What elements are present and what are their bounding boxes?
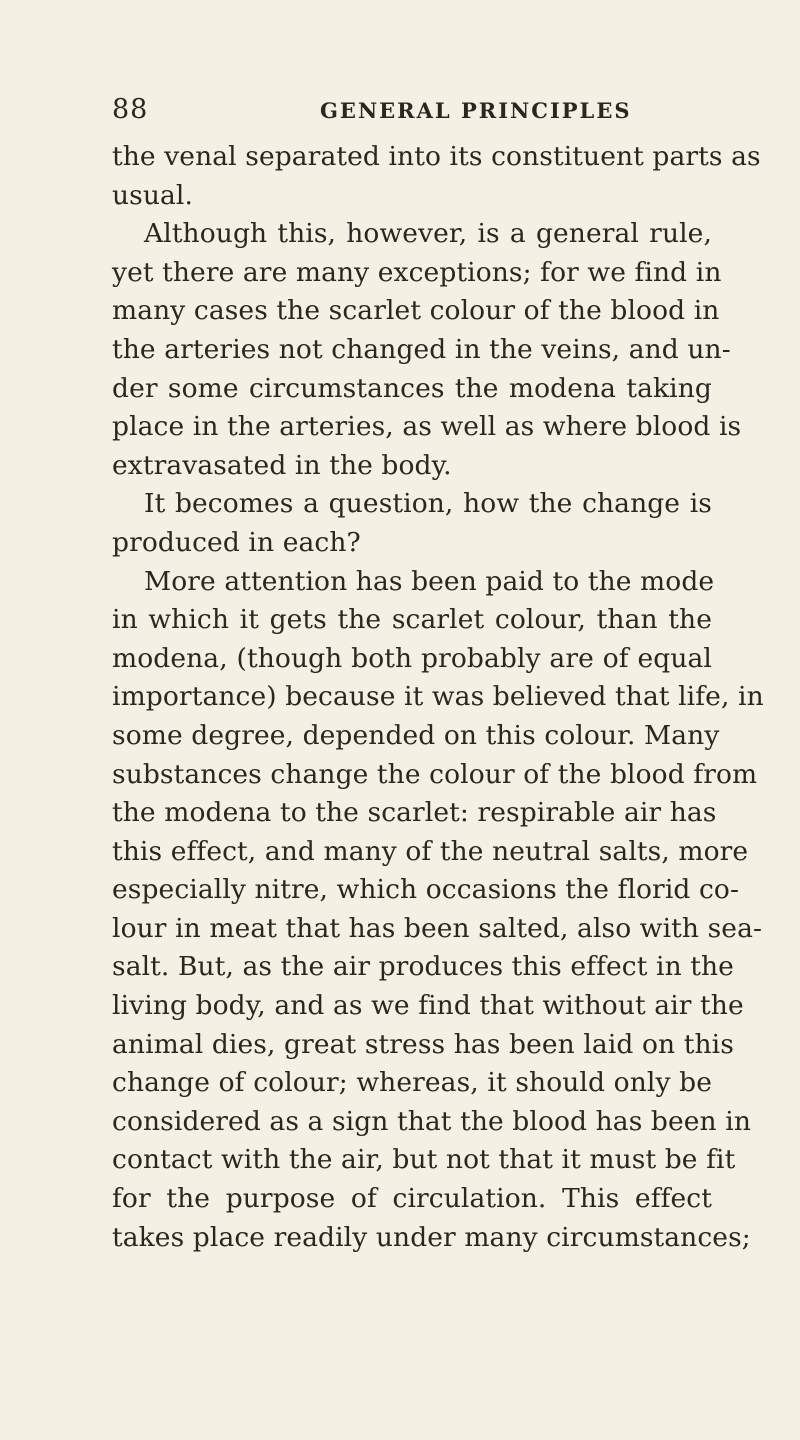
text-line: the venal separated into its constituent parts as [112, 141, 761, 172]
text-line: animal dies, great stress has been laid on this [112, 1028, 734, 1060]
text-line: takes place readily under many circumstances; [112, 1221, 751, 1253]
text-line: the modena to the scarlet: respirable air has [112, 797, 717, 829]
text-line: extravasated in the body. [112, 449, 452, 481]
running-head: GENERAL PRINCIPLES [320, 98, 632, 123]
text-line: importance) because it was believed that life, in [112, 681, 764, 713]
text-line: many cases the scarlet colour of the blood in [112, 295, 720, 327]
text-line: modena, (though both probably are of equal [112, 642, 712, 674]
text-line: salt. But, as the air produces this effect in the [112, 951, 734, 983]
text-line: considered as a sign that the blood has been in [112, 1105, 751, 1137]
page-header [112, 94, 712, 134]
text-line: contact with the air, but not that it must be fit [112, 1144, 736, 1176]
text-line: usual. [112, 179, 194, 211]
text-line: It becomes a question, how the change is [144, 488, 712, 520]
body-text [112, 138, 764, 1257]
text-line: More attention has been paid to the mode [144, 565, 715, 597]
text-line: especially nitre, which occasions the florid co- [112, 874, 740, 906]
text-line: place in the arteries, as well as where blood is [112, 411, 742, 443]
text-line: for the purpose of circulation. This effect [112, 1183, 712, 1215]
text-line: lour in meat that has been salted, also with sea- [112, 912, 763, 944]
text-line: some degree, depended on this colour. Many [112, 719, 720, 751]
text-line: this effect, and many of the neutral salts, more [112, 835, 749, 867]
text-line: Although this, however, is a general rule, [144, 218, 712, 250]
text-line: living body, and as we find that without air the [112, 990, 744, 1022]
text-line: the arteries not changed in the veins, and un- [112, 333, 731, 365]
text-line: change of colour; whereas, it should only be [112, 1067, 712, 1099]
text-line: der some circumstances the modena taking [112, 372, 712, 404]
text-line: substances change the colour of the blood from [112, 758, 758, 790]
text-line: produced in each? [112, 526, 361, 558]
text-line: yet there are many exceptions; for we find in [112, 256, 722, 288]
text-line: in which it gets the scarlet colour, than the [112, 604, 712, 636]
page-number: 88 [112, 94, 149, 125]
